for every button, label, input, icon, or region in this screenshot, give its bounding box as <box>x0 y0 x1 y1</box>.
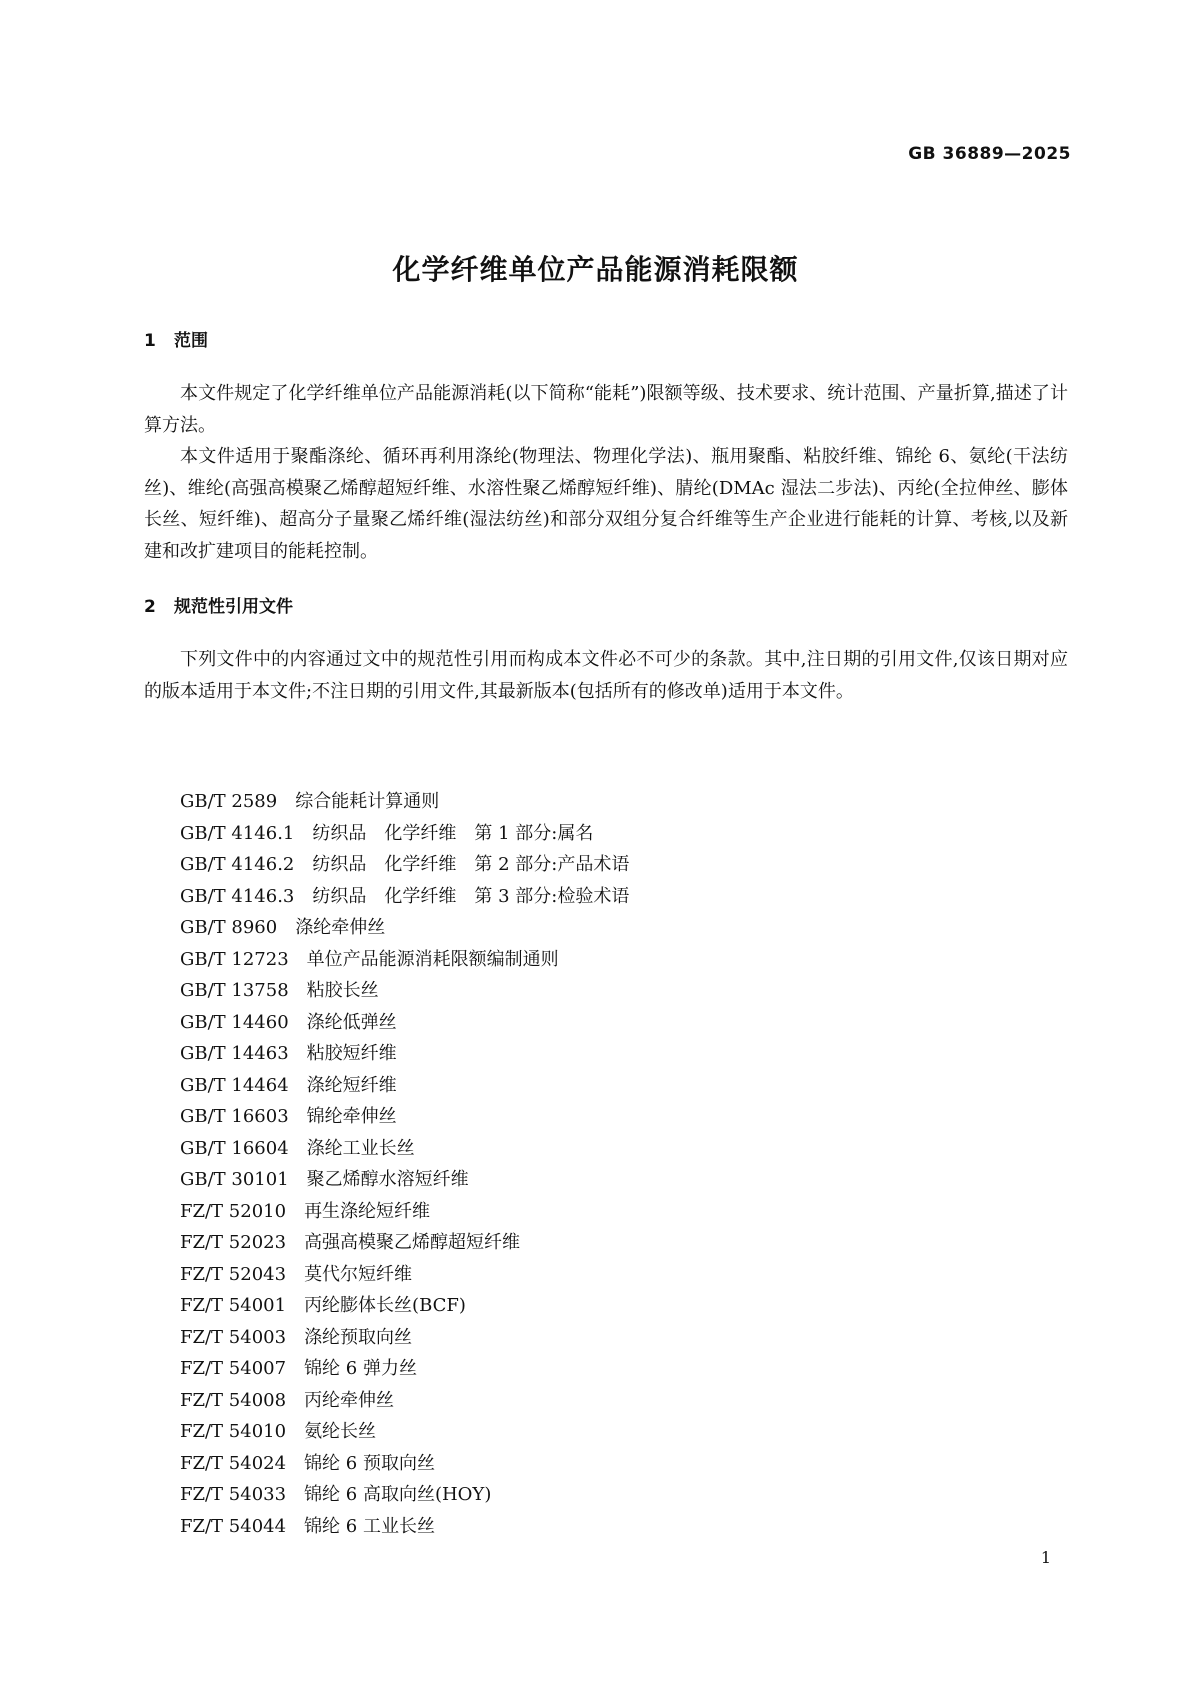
list-item <box>180 1448 629 1480</box>
list-item <box>180 1416 629 1448</box>
list-item <box>180 1164 629 1196</box>
section-number: 2 <box>144 597 156 617</box>
reference-code: GB/T 14460 <box>180 1011 289 1033</box>
reference-name: 涤纶短纤维 <box>306 1074 397 1096</box>
section-heading-normative-references <box>144 592 293 617</box>
list-item <box>180 1101 629 1133</box>
list-item <box>180 1290 629 1322</box>
reference-code: GB/T 16603 <box>180 1106 289 1127</box>
reference-name: 纺织品 化学纤维 第 3 部分:检验术语 <box>312 885 630 907</box>
reference-name: 涤纶预取向丝 <box>304 1326 413 1348</box>
reference-code: FZ/T 54024 <box>180 1452 287 1474</box>
reference-code: GB/T 14463 <box>180 1043 289 1064</box>
reference-code: GB/T 30101 <box>180 1169 289 1190</box>
page-number: 1 <box>1040 1548 1051 1567</box>
list-item <box>180 1479 629 1511</box>
reference-name: 粘胶短纤维 <box>306 1043 397 1064</box>
list-item <box>180 849 629 881</box>
reference-name: 涤纶工业长丝 <box>306 1137 415 1159</box>
reference-name: 氨纶长丝 <box>304 1421 377 1442</box>
reference-code: GB/T 8960 <box>180 917 278 938</box>
list-item <box>180 1511 629 1543</box>
reference-code: FZ/T 54008 <box>180 1389 287 1411</box>
reference-name: 纺织品 化学纤维 第 1 部分:属名 <box>312 822 594 844</box>
reference-code: FZ/T 54044 <box>180 1515 287 1537</box>
reference-name: 锦纶 6 弹力丝 <box>304 1358 417 1379</box>
reference-name: 纺织品 化学纤维 第 2 部分:产品术语 <box>312 854 630 875</box>
reference-name: 再生涤纶短纤维 <box>304 1200 431 1222</box>
list-item <box>180 881 629 913</box>
section-title: 范围 <box>174 331 208 351</box>
reference-name: 高强高模聚乙烯醇超短纤维 <box>304 1232 521 1253</box>
list-item <box>180 818 629 850</box>
list-item <box>180 786 629 818</box>
section-body-scope <box>144 378 1068 567</box>
list-item <box>180 1196 629 1228</box>
list-item <box>180 1385 629 1417</box>
list-item <box>180 944 629 976</box>
reference-code: GB/T 4146.3 <box>180 885 295 907</box>
reference-name: 莫代尔短纤维 <box>304 1263 413 1285</box>
reference-code: GB/T 13758 <box>180 980 289 1001</box>
reference-code: FZ/T 54001 <box>180 1295 287 1316</box>
reference-name: 粘胶长丝 <box>306 980 379 1001</box>
paragraph: 下列文件中的内容通过文中的规范性引用而构成本文件必不可少的条款。其中,注日期的引用文件,仅该日期对应的版本适用于本文件;不注日期的引用文件,其最新版本(包括所有的修改单)适用于本文件。 <box>144 649 1068 702</box>
reference-code: FZ/T 54010 <box>180 1421 287 1442</box>
reference-code: GB/T 4146.2 <box>180 854 295 875</box>
list-item <box>180 1007 629 1039</box>
reference-name: 涤纶牵伸丝 <box>295 917 386 938</box>
list-item <box>180 1322 629 1354</box>
reference-code: FZ/T 54003 <box>180 1326 287 1348</box>
reference-name: 单位产品能源消耗限额编制通则 <box>306 948 559 970</box>
reference-name: 综合能耗计算通则 <box>295 791 440 812</box>
reference-list <box>180 786 629 1542</box>
list-item <box>180 1353 629 1385</box>
paragraph: 本文件规定了化学纤维单位产品能源消耗(以下简称“能耗”)限额等级、技术要求、统计范围、产量折算,描述了计算方法。 <box>144 383 1068 436</box>
paragraph: 本文件适用于聚酯涤纶、循环再利用涤纶(物理法、物理化学法)、瓶用聚酯、粘胶纤维、锦纶 6、氨纶(干法纺丝)、维纶(高强高模聚乙烯醇超短纤维、水溶性聚乙烯醇短纤维)、腈纶(DMAc 湿法二步法)、丙纶(全拉伸丝、膨体长丝、短纤维)、超高分子量聚乙烯纤维(湿法纺丝)和部分双组分复合纤维等生产企业进行能耗的计算、考核,以及新建和改扩建项目的能耗控制。 <box>144 446 1068 562</box>
list-item <box>180 1070 629 1102</box>
list-item <box>180 1038 629 1070</box>
reference-name: 锦纶 6 工业长丝 <box>304 1515 435 1537</box>
reference-name: 锦纶牵伸丝 <box>306 1106 397 1127</box>
reference-code: GB/T 2589 <box>180 791 278 812</box>
reference-code: FZ/T 54007 <box>180 1358 287 1379</box>
reference-name: 锦纶 6 预取向丝 <box>304 1452 435 1474</box>
reference-name: 涤纶低弹丝 <box>306 1011 397 1033</box>
reference-code: FZ/T 54033 <box>180 1484 287 1505</box>
reference-code: GB/T 12723 <box>180 948 289 970</box>
document-title: 化学纤维单位产品能源消耗限额 <box>392 253 799 286</box>
reference-code: GB/T 4146.1 <box>180 822 295 844</box>
section-title: 规范性引用文件 <box>174 597 293 617</box>
reference-name: 丙纶膨体长丝(BCF) <box>304 1295 466 1316</box>
reference-name: 锦纶 6 高取向丝(HOY) <box>304 1484 492 1505</box>
reference-code: FZ/T 52043 <box>180 1263 287 1285</box>
list-item <box>180 912 629 944</box>
reference-name: 聚乙烯醇水溶短纤维 <box>306 1169 469 1190</box>
list-item <box>180 1133 629 1165</box>
reference-code: FZ/T 52023 <box>180 1232 287 1253</box>
standard-number: GB 36889—2025 <box>908 144 1071 164</box>
reference-name: 丙纶牵伸丝 <box>304 1389 395 1411</box>
list-item <box>180 1259 629 1291</box>
list-item <box>180 1227 629 1259</box>
reference-code: FZ/T 52010 <box>180 1200 287 1222</box>
section-heading-scope <box>144 326 208 351</box>
list-item <box>180 975 629 1007</box>
section-number: 1 <box>144 331 156 351</box>
section-body-normative-references <box>144 644 1068 707</box>
reference-code: GB/T 14464 <box>180 1074 289 1096</box>
reference-code: GB/T 16604 <box>180 1137 289 1159</box>
